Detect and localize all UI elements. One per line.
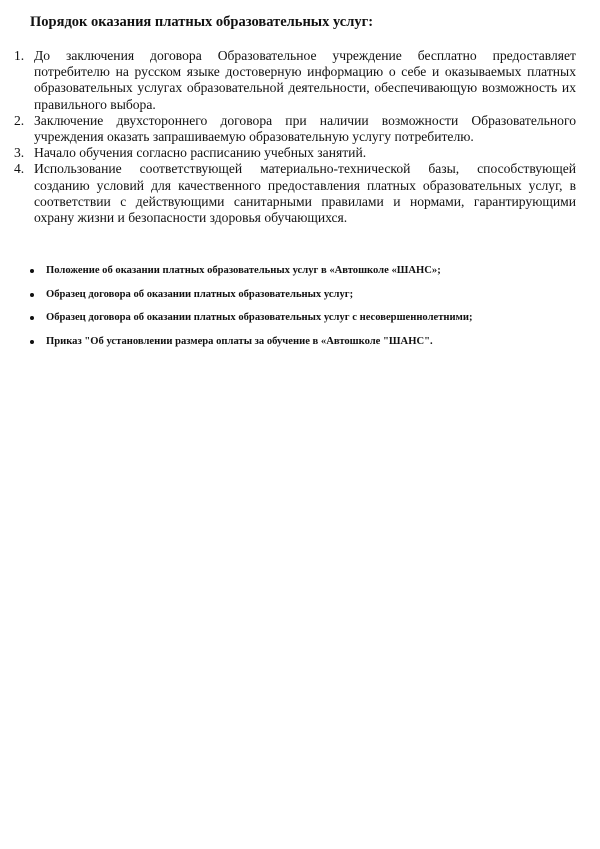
step-number: 2. — [14, 112, 25, 128]
document-link[interactable] — [30, 311, 590, 335]
bullet-icon — [30, 340, 34, 344]
steps-list — [14, 48, 576, 226]
document-link[interactable] — [30, 335, 590, 359]
step-item — [14, 48, 576, 113]
step-item — [14, 161, 576, 226]
step-text: До заключения договора Образовательное учреждение бесплатно предоставляет потребителю на русском языке достоверную информацию о себе и оказываемых платных образовательных услугах образовательной деятельности, обеспечивающую возможность их правильного выбора. — [34, 48, 576, 112]
document-link-text[interactable]: Положение об оказании платных образовательных услуг в «Автошколе «ШАНС»; — [46, 265, 441, 276]
step-item — [14, 113, 576, 145]
documents-list — [30, 264, 590, 358]
page-title: Порядок оказания платных образовательных услуг: — [30, 14, 374, 30]
bullet-icon — [30, 269, 34, 273]
step-number: 4. — [14, 161, 25, 177]
step-number: 3. — [14, 145, 25, 161]
step-text: Начало обучения согласно расписанию учебных занятий. — [34, 145, 367, 161]
document-link[interactable] — [30, 264, 590, 288]
step-item — [14, 145, 576, 161]
document-link-text[interactable]: Образец договора об оказании платных образовательных услуг; — [46, 288, 354, 300]
step-number: 1. — [14, 48, 25, 63]
document-link-text[interactable]: Приказ "Об установлении размера оплаты за обучение в «Автошколе "ШАНС". — [46, 335, 433, 347]
document-link-text[interactable]: Образец договора об оказании платных образовательных услуг с несовершеннолетними; — [46, 312, 473, 323]
step-text: Использование соответствующей материально-технической базы, способствующей созданию условий для качественного предоставления платных образовательных услуг, в соответствии с действующими санитарными правилами и нормами, гарантирующими охрану жизни и безопасности здоровья обучающихся. — [34, 161, 576, 226]
bullet-icon — [30, 316, 34, 320]
bullet-icon — [30, 293, 34, 297]
document-link[interactable] — [30, 288, 590, 312]
step-text: Заключение двухстороннего договора при наличии возможности Образовательного учреждения оказать запрашиваемую образовательную услугу потребителю. — [34, 112, 576, 145]
